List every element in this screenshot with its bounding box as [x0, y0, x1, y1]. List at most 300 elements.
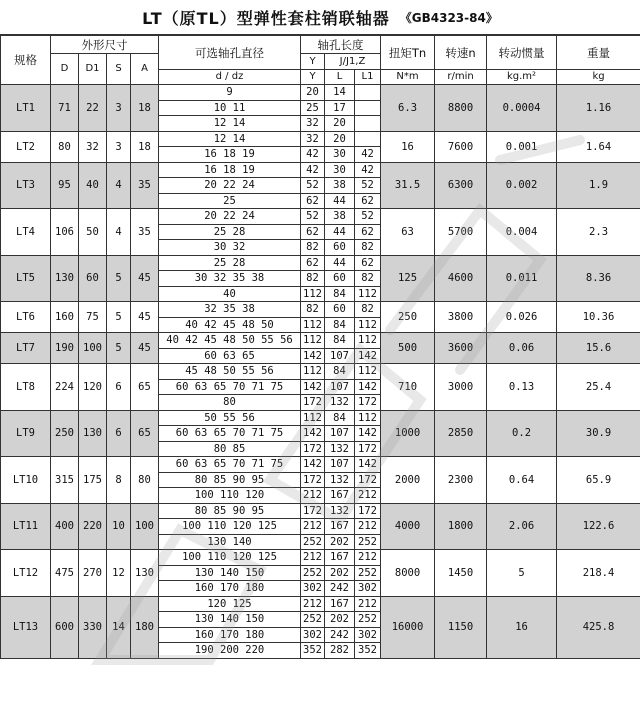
- inertia-cell: 0.026: [487, 302, 557, 333]
- hole-length-L-cell: 44: [325, 224, 355, 240]
- dim-D1-cell: 50: [79, 209, 107, 256]
- bore-diameter-cell: 80: [159, 395, 301, 411]
- torque-cell: 16: [381, 131, 435, 162]
- weight-cell: 218.4: [557, 550, 640, 597]
- dim-A-cell: 80: [131, 457, 159, 504]
- model-cell: LT7: [1, 333, 51, 364]
- inertia-cell: 0.004: [487, 209, 557, 256]
- bore-diameter-cell: 30 32 35 38: [159, 271, 301, 287]
- torque-cell: 8000: [381, 550, 435, 597]
- header-D1: D1: [79, 54, 107, 85]
- weight-cell: 1.64: [557, 131, 640, 162]
- hole-length-L1-cell: 42: [355, 147, 381, 163]
- hole-length-L1-cell: 142: [355, 457, 381, 473]
- bore-diameter-cell: 130 140 150: [159, 565, 301, 581]
- dim-S-cell: 6: [107, 410, 131, 457]
- hole-length-Y-cell: 252: [301, 534, 325, 550]
- hole-length-Y-cell: 212: [301, 519, 325, 535]
- dim-S-cell: 4: [107, 162, 131, 209]
- hole-length-Y-cell: 82: [301, 302, 325, 318]
- header-torque: 扭矩Tn: [381, 36, 435, 70]
- hole-length-Y-cell: 172: [301, 472, 325, 488]
- hole-length-L1-cell: [355, 85, 381, 101]
- dim-A-cell: 35: [131, 162, 159, 209]
- dim-A-cell: 45: [131, 302, 159, 333]
- bore-diameter-cell: 25: [159, 193, 301, 209]
- bore-diameter-cell: 10 11: [159, 100, 301, 116]
- hole-length-L1-cell: 62: [355, 255, 381, 271]
- hole-length-Y-cell: 62: [301, 193, 325, 209]
- table-row: [1, 302, 640, 318]
- hole-length-L-cell: 84: [325, 333, 355, 349]
- hole-length-L-cell: 20: [325, 116, 355, 132]
- hole-length-L-cell: 132: [325, 503, 355, 519]
- hole-length-L1-cell: 302: [355, 581, 381, 597]
- hole-length-Y-cell: 112: [301, 364, 325, 380]
- bore-diameter-cell: 190 200 220: [159, 643, 301, 659]
- model-cell: LT9: [1, 410, 51, 457]
- hole-length-Y-cell: 62: [301, 224, 325, 240]
- hole-length-Y-cell: 252: [301, 565, 325, 581]
- hole-length-L1-cell: 62: [355, 193, 381, 209]
- hole-length-L1-cell: 142: [355, 348, 381, 364]
- hole-length-L1-cell: 212: [355, 550, 381, 566]
- hole-length-Y-cell: 32: [301, 131, 325, 147]
- dim-D-cell: 160: [51, 302, 79, 333]
- model-cell: LT10: [1, 457, 51, 504]
- weight-cell: 8.36: [557, 255, 640, 302]
- dim-A-cell: 18: [131, 131, 159, 162]
- inertia-cell: 0.001: [487, 131, 557, 162]
- table-row: [1, 503, 640, 519]
- hole-length-L1-cell: [355, 100, 381, 116]
- table-row: [1, 209, 640, 225]
- bore-diameter-cell: 30 32: [159, 240, 301, 256]
- header-hole-length: 轴孔长度: [301, 36, 381, 54]
- speed-cell: 2300: [435, 457, 487, 504]
- table-row: [1, 410, 640, 426]
- hole-length-Y-cell: 112: [301, 317, 325, 333]
- dim-D1-cell: 175: [79, 457, 107, 504]
- dim-D-cell: 315: [51, 457, 79, 504]
- hole-length-Y-cell: 142: [301, 426, 325, 442]
- hole-length-Y-cell: 52: [301, 178, 325, 194]
- hole-length-L-cell: 60: [325, 271, 355, 287]
- header-speed: 转速n: [435, 36, 487, 70]
- inertia-cell: 0.002: [487, 162, 557, 209]
- dim-D-cell: 400: [51, 503, 79, 550]
- dim-S-cell: 6: [107, 364, 131, 411]
- hole-length-Y-cell: 212: [301, 550, 325, 566]
- bore-diameter-cell: 12 14: [159, 131, 301, 147]
- hole-length-Y-cell: 112: [301, 410, 325, 426]
- speed-cell: 6300: [435, 162, 487, 209]
- hole-length-Y-cell: 82: [301, 271, 325, 287]
- table-title: LT（原TL）型弹性套柱销联轴器: [142, 8, 390, 28]
- torque-cell: 6.3: [381, 85, 435, 132]
- bore-diameter-cell: 25 28: [159, 255, 301, 271]
- hole-length-Y-cell: 212: [301, 488, 325, 504]
- header-bore-sub: d / dz: [159, 70, 301, 85]
- dim-S-cell: 5: [107, 333, 131, 364]
- dim-D1-cell: 60: [79, 255, 107, 302]
- dim-D1-cell: 22: [79, 85, 107, 132]
- hole-length-L-cell: 132: [325, 472, 355, 488]
- dim-A-cell: 45: [131, 333, 159, 364]
- dim-D1-cell: 40: [79, 162, 107, 209]
- torque-cell: 125: [381, 255, 435, 302]
- dim-S-cell: 5: [107, 255, 131, 302]
- speed-cell: 4600: [435, 255, 487, 302]
- hole-length-L1-cell: 142: [355, 426, 381, 442]
- weight-cell: 425.8: [557, 596, 640, 658]
- hole-length-L-cell: 107: [325, 457, 355, 473]
- hole-length-L-cell: 84: [325, 410, 355, 426]
- header-J: J/J1,Z: [325, 54, 381, 70]
- hole-length-L1-cell: 172: [355, 472, 381, 488]
- bore-diameter-cell: 20 22 24: [159, 209, 301, 225]
- dim-D1-cell: 220: [79, 503, 107, 550]
- hole-length-L-cell: 107: [325, 379, 355, 395]
- bore-diameter-cell: 60 63 65 70 71 75: [159, 379, 301, 395]
- header-bore: 可选轴孔直径: [159, 36, 301, 70]
- inertia-cell: 0.13: [487, 364, 557, 411]
- dim-D-cell: 250: [51, 410, 79, 457]
- dim-D1-cell: 75: [79, 302, 107, 333]
- bore-diameter-cell: 9: [159, 85, 301, 101]
- hole-length-L-cell: 84: [325, 364, 355, 380]
- hole-length-L1-cell: 142: [355, 379, 381, 395]
- torque-cell: 63: [381, 209, 435, 256]
- hole-length-Y-cell: 252: [301, 612, 325, 628]
- hole-length-Y-cell: 62: [301, 255, 325, 271]
- model-cell: LT8: [1, 364, 51, 411]
- dim-D1-cell: 120: [79, 364, 107, 411]
- header-spec: 规格: [1, 36, 51, 85]
- weight-cell: 15.6: [557, 333, 640, 364]
- dim-D-cell: 95: [51, 162, 79, 209]
- speed-cell: 1450: [435, 550, 487, 597]
- hole-length-Y-cell: 302: [301, 581, 325, 597]
- bore-diameter-cell: 20 22 24: [159, 178, 301, 194]
- speed-cell: 1150: [435, 596, 487, 658]
- bore-diameter-cell: 130 140 150: [159, 612, 301, 628]
- bore-diameter-cell: 40: [159, 286, 301, 302]
- speed-cell: 3600: [435, 333, 487, 364]
- table-body: [1, 85, 640, 659]
- dim-S-cell: 8: [107, 457, 131, 504]
- bore-diameter-cell: 160 170 180: [159, 627, 301, 643]
- hole-length-Y-cell: 352: [301, 643, 325, 659]
- hole-length-L-cell: 132: [325, 395, 355, 411]
- hole-length-L1-cell: 112: [355, 364, 381, 380]
- hole-length-L-cell: 30: [325, 147, 355, 163]
- table-row: [1, 333, 640, 349]
- speed-cell: 3800: [435, 302, 487, 333]
- inertia-cell: 0.64: [487, 457, 557, 504]
- hole-length-L1-cell: 82: [355, 240, 381, 256]
- torque-cell: 4000: [381, 503, 435, 550]
- hole-length-L1-cell: [355, 116, 381, 132]
- bore-diameter-cell: 16 18 19: [159, 162, 301, 178]
- bore-diameter-cell: 80 85 90 95: [159, 503, 301, 519]
- hole-length-L-cell: 242: [325, 581, 355, 597]
- hole-length-L1-cell: 252: [355, 612, 381, 628]
- dim-D-cell: 190: [51, 333, 79, 364]
- model-cell: LT13: [1, 596, 51, 658]
- inertia-cell: 5: [487, 550, 557, 597]
- unit-torque: N*m: [381, 70, 435, 85]
- model-cell: LT5: [1, 255, 51, 302]
- hole-length-L1-cell: 252: [355, 534, 381, 550]
- weight-cell: 1.9: [557, 162, 640, 209]
- torque-cell: 31.5: [381, 162, 435, 209]
- dim-S-cell: 4: [107, 209, 131, 256]
- dim-D1-cell: 270: [79, 550, 107, 597]
- unit-weight: kg: [557, 70, 640, 85]
- hole-length-Y-cell: 302: [301, 627, 325, 643]
- dim-D-cell: 600: [51, 596, 79, 658]
- hole-length-L1-cell: 212: [355, 596, 381, 612]
- coupling-spec-table: [0, 35, 640, 659]
- header-outer-dims: 外形尺寸: [51, 36, 159, 54]
- hole-length-L1-cell: 212: [355, 488, 381, 504]
- unit-inertia: kg.m²: [487, 70, 557, 85]
- dim-D-cell: 106: [51, 209, 79, 256]
- hole-length-L-cell: 17: [325, 100, 355, 116]
- header-S: S: [107, 54, 131, 85]
- hole-length-L1-cell: 112: [355, 286, 381, 302]
- table-row: [1, 596, 640, 612]
- bore-diameter-cell: 120 125: [159, 596, 301, 612]
- hole-length-L1-cell: 82: [355, 302, 381, 318]
- header-L: L: [325, 70, 355, 85]
- model-cell: LT1: [1, 85, 51, 132]
- inertia-cell: 0.06: [487, 333, 557, 364]
- dim-S-cell: 12: [107, 550, 131, 597]
- table-row: [1, 162, 640, 178]
- hole-length-Y-cell: 82: [301, 240, 325, 256]
- header-Y: Y: [301, 54, 325, 70]
- dim-S-cell: 3: [107, 85, 131, 132]
- hole-length-L-cell: 107: [325, 348, 355, 364]
- weight-cell: 122.6: [557, 503, 640, 550]
- table-row: [1, 550, 640, 566]
- hole-length-L1-cell: 352: [355, 643, 381, 659]
- torque-cell: 250: [381, 302, 435, 333]
- hole-length-L1-cell: 172: [355, 503, 381, 519]
- dim-S-cell: 5: [107, 302, 131, 333]
- weight-cell: 1.16: [557, 85, 640, 132]
- hole-length-Y-cell: 142: [301, 379, 325, 395]
- torque-cell: 2000: [381, 457, 435, 504]
- hole-length-L1-cell: 212: [355, 519, 381, 535]
- hole-length-Y-cell: 172: [301, 395, 325, 411]
- dim-A-cell: 18: [131, 85, 159, 132]
- hole-length-L-cell: 202: [325, 534, 355, 550]
- bore-diameter-cell: 40 42 45 48 50: [159, 317, 301, 333]
- header-weight: 重量: [557, 36, 640, 70]
- bore-diameter-cell: 60 63 65 70 71 75: [159, 426, 301, 442]
- hole-length-L1-cell: 62: [355, 224, 381, 240]
- inertia-cell: 0.2: [487, 410, 557, 457]
- weight-cell: 10.36: [557, 302, 640, 333]
- weight-cell: 2.3: [557, 209, 640, 256]
- hole-length-L1-cell: 112: [355, 317, 381, 333]
- hole-length-L-cell: 202: [325, 565, 355, 581]
- bore-diameter-cell: 130 140: [159, 534, 301, 550]
- header-A: A: [131, 54, 159, 85]
- inertia-cell: 0.0004: [487, 85, 557, 132]
- hole-length-L1-cell: 52: [355, 178, 381, 194]
- bore-diameter-cell: 25 28: [159, 224, 301, 240]
- hole-length-Y-cell: 42: [301, 162, 325, 178]
- table-title-bar: [0, 0, 640, 35]
- weight-cell: 25.4: [557, 364, 640, 411]
- dim-A-cell: 130: [131, 550, 159, 597]
- hole-length-Y-cell: 32: [301, 116, 325, 132]
- dim-A-cell: 65: [131, 364, 159, 411]
- hole-length-Y-cell: 142: [301, 457, 325, 473]
- dim-S-cell: 3: [107, 131, 131, 162]
- hole-length-L-cell: 242: [325, 627, 355, 643]
- speed-cell: 5700: [435, 209, 487, 256]
- hole-length-Y-cell: 20: [301, 85, 325, 101]
- model-cell: LT3: [1, 162, 51, 209]
- hole-length-L1-cell: 52: [355, 209, 381, 225]
- dim-A-cell: 180: [131, 596, 159, 658]
- bore-diameter-cell: 45 48 50 55 56: [159, 364, 301, 380]
- header-D: D: [51, 54, 79, 85]
- hole-length-L-cell: 282: [325, 643, 355, 659]
- bore-diameter-cell: 60 63 65: [159, 348, 301, 364]
- hole-length-L1-cell: 112: [355, 410, 381, 426]
- inertia-cell: 0.011: [487, 255, 557, 302]
- hole-length-Y-cell: 172: [301, 441, 325, 457]
- hole-length-Y-cell: 52: [301, 209, 325, 225]
- hole-length-L1-cell: 42: [355, 162, 381, 178]
- hole-length-Y-cell: 142: [301, 348, 325, 364]
- dim-S-cell: 14: [107, 596, 131, 658]
- hole-length-L-cell: 14: [325, 85, 355, 101]
- bore-diameter-cell: 16 18 19: [159, 147, 301, 163]
- bore-diameter-cell: 40 42 45 48 50 55 56: [159, 333, 301, 349]
- hole-length-L-cell: 167: [325, 519, 355, 535]
- speed-cell: 3000: [435, 364, 487, 411]
- hole-length-Y-cell: 212: [301, 596, 325, 612]
- dim-A-cell: 35: [131, 209, 159, 256]
- header-Y-L: Y: [301, 70, 325, 85]
- table-row: [1, 457, 640, 473]
- hole-length-L-cell: 167: [325, 596, 355, 612]
- hole-length-L-cell: 20: [325, 131, 355, 147]
- dim-A-cell: 65: [131, 410, 159, 457]
- table-row: [1, 255, 640, 271]
- dim-D-cell: 224: [51, 364, 79, 411]
- hole-length-L-cell: 167: [325, 488, 355, 504]
- speed-cell: 1800: [435, 503, 487, 550]
- dim-D-cell: 130: [51, 255, 79, 302]
- hole-length-Y-cell: 25: [301, 100, 325, 116]
- header-inertia: 转动惯量: [487, 36, 557, 70]
- bore-diameter-cell: 100 110 120 125: [159, 519, 301, 535]
- dim-S-cell: 10: [107, 503, 131, 550]
- hole-length-L1-cell: 82: [355, 271, 381, 287]
- table-row: [1, 131, 640, 147]
- bore-diameter-cell: 50 55 56: [159, 410, 301, 426]
- table-row: [1, 364, 640, 380]
- hole-length-L-cell: 38: [325, 209, 355, 225]
- hole-length-L-cell: 60: [325, 240, 355, 256]
- speed-cell: 2850: [435, 410, 487, 457]
- hole-length-L-cell: 30: [325, 162, 355, 178]
- bore-diameter-cell: 12 14: [159, 116, 301, 132]
- hole-length-L-cell: 38: [325, 178, 355, 194]
- hole-length-L1-cell: 302: [355, 627, 381, 643]
- hole-length-Y-cell: 42: [301, 147, 325, 163]
- torque-cell: 16000: [381, 596, 435, 658]
- hole-length-L1-cell: 172: [355, 395, 381, 411]
- hole-length-L-cell: 167: [325, 550, 355, 566]
- model-cell: LT6: [1, 302, 51, 333]
- bore-diameter-cell: 160 170 180: [159, 581, 301, 597]
- hole-length-Y-cell: 112: [301, 333, 325, 349]
- bore-diameter-cell: 80 85 90 95: [159, 472, 301, 488]
- hole-length-L-cell: 84: [325, 317, 355, 333]
- hole-length-L-cell: 44: [325, 193, 355, 209]
- weight-cell: 65.9: [557, 457, 640, 504]
- model-cell: LT11: [1, 503, 51, 550]
- dim-A-cell: 100: [131, 503, 159, 550]
- dim-D1-cell: 130: [79, 410, 107, 457]
- bore-diameter-cell: 100 110 120: [159, 488, 301, 504]
- bore-diameter-cell: 80 85: [159, 441, 301, 457]
- speed-cell: 7600: [435, 131, 487, 162]
- dim-D1-cell: 32: [79, 131, 107, 162]
- hole-length-L-cell: 60: [325, 302, 355, 318]
- hole-length-L1-cell: 252: [355, 565, 381, 581]
- table-row: [1, 85, 640, 101]
- bore-diameter-cell: 100 110 120 125: [159, 550, 301, 566]
- inertia-cell: 2.06: [487, 503, 557, 550]
- dim-A-cell: 45: [131, 255, 159, 302]
- speed-cell: 8800: [435, 85, 487, 132]
- hole-length-L-cell: 202: [325, 612, 355, 628]
- hole-length-L-cell: 44: [325, 255, 355, 271]
- torque-cell: 500: [381, 333, 435, 364]
- dim-D-cell: 475: [51, 550, 79, 597]
- dim-D-cell: 80: [51, 131, 79, 162]
- hole-length-L-cell: 84: [325, 286, 355, 302]
- standard-code: 《GB4323-84》: [399, 10, 498, 25]
- bore-diameter-cell: 60 63 65 70 71 75: [159, 457, 301, 473]
- hole-length-L1-cell: 172: [355, 441, 381, 457]
- header-L1: L1: [355, 70, 381, 85]
- model-cell: LT2: [1, 131, 51, 162]
- model-cell: LT4: [1, 209, 51, 256]
- hole-length-Y-cell: 172: [301, 503, 325, 519]
- hole-length-L-cell: 107: [325, 426, 355, 442]
- hole-length-Y-cell: 112: [301, 286, 325, 302]
- hole-length-L1-cell: [355, 131, 381, 147]
- bore-diameter-cell: 32 35 38: [159, 302, 301, 318]
- dim-D-cell: 71: [51, 85, 79, 132]
- dim-D1-cell: 100: [79, 333, 107, 364]
- model-cell: LT12: [1, 550, 51, 597]
- hole-length-L-cell: 132: [325, 441, 355, 457]
- weight-cell: 30.9: [557, 410, 640, 457]
- torque-cell: 710: [381, 364, 435, 411]
